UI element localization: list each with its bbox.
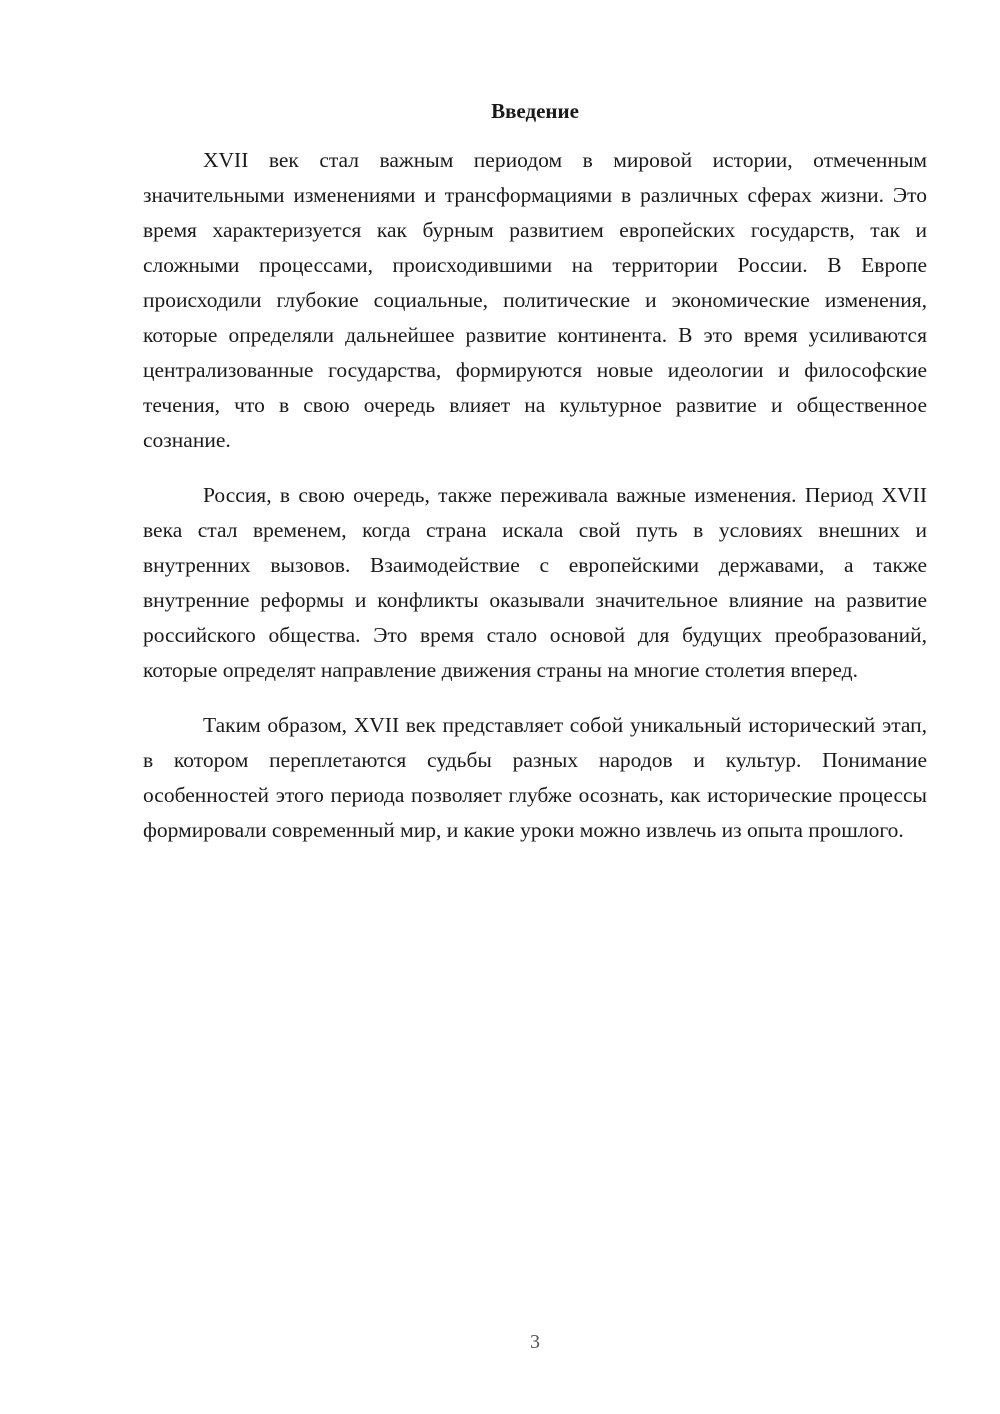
paragraph-3: Таким образом, XVII век представляет собой уникальный исторический этап, в котором переплетаются судьбы разных народов и культур. Понимание особенностей этого периода позволяет глубже осознать, как исторические процессы формировали современный мир, и какие уроки можно извлечь из опыта прошлого. xyxy=(143,713,927,842)
section-heading: Введение xyxy=(491,99,579,123)
page-number: 3 xyxy=(530,1331,540,1353)
paragraph-1: XVII век стал важным периодом в мировой истории, отмеченным значительными изменениями и трансформациями в различных сферах жизни. Это время характеризуется как бурным развитием европейских государств, так и сложными процессами, происходившими на территории России. В Европе происходили глубокие социальные, политические и экономические изменения, которые определяли дальнейшее развитие континента. В это время усиливаются централизованные государства, формируются новые идеологии и философские течения, что в свою очередь влияет на культурное развитие и общественное сознание. xyxy=(143,148,927,452)
body-text xyxy=(143,143,927,868)
paragraph-2: Россия, в свою очередь, также переживала важные изменения. Период XVII века стал временем, когда страна искала свой путь в условиях внешних и внутренних вызовов. Взаимодействие с европейскими державами, а также внутренние реформы и конфликты оказывали значительное влияние на развитие российского общества. Это время стало основой для будущих преобразований, которые определят направление движения страны на многие столетия вперед. xyxy=(143,483,927,682)
